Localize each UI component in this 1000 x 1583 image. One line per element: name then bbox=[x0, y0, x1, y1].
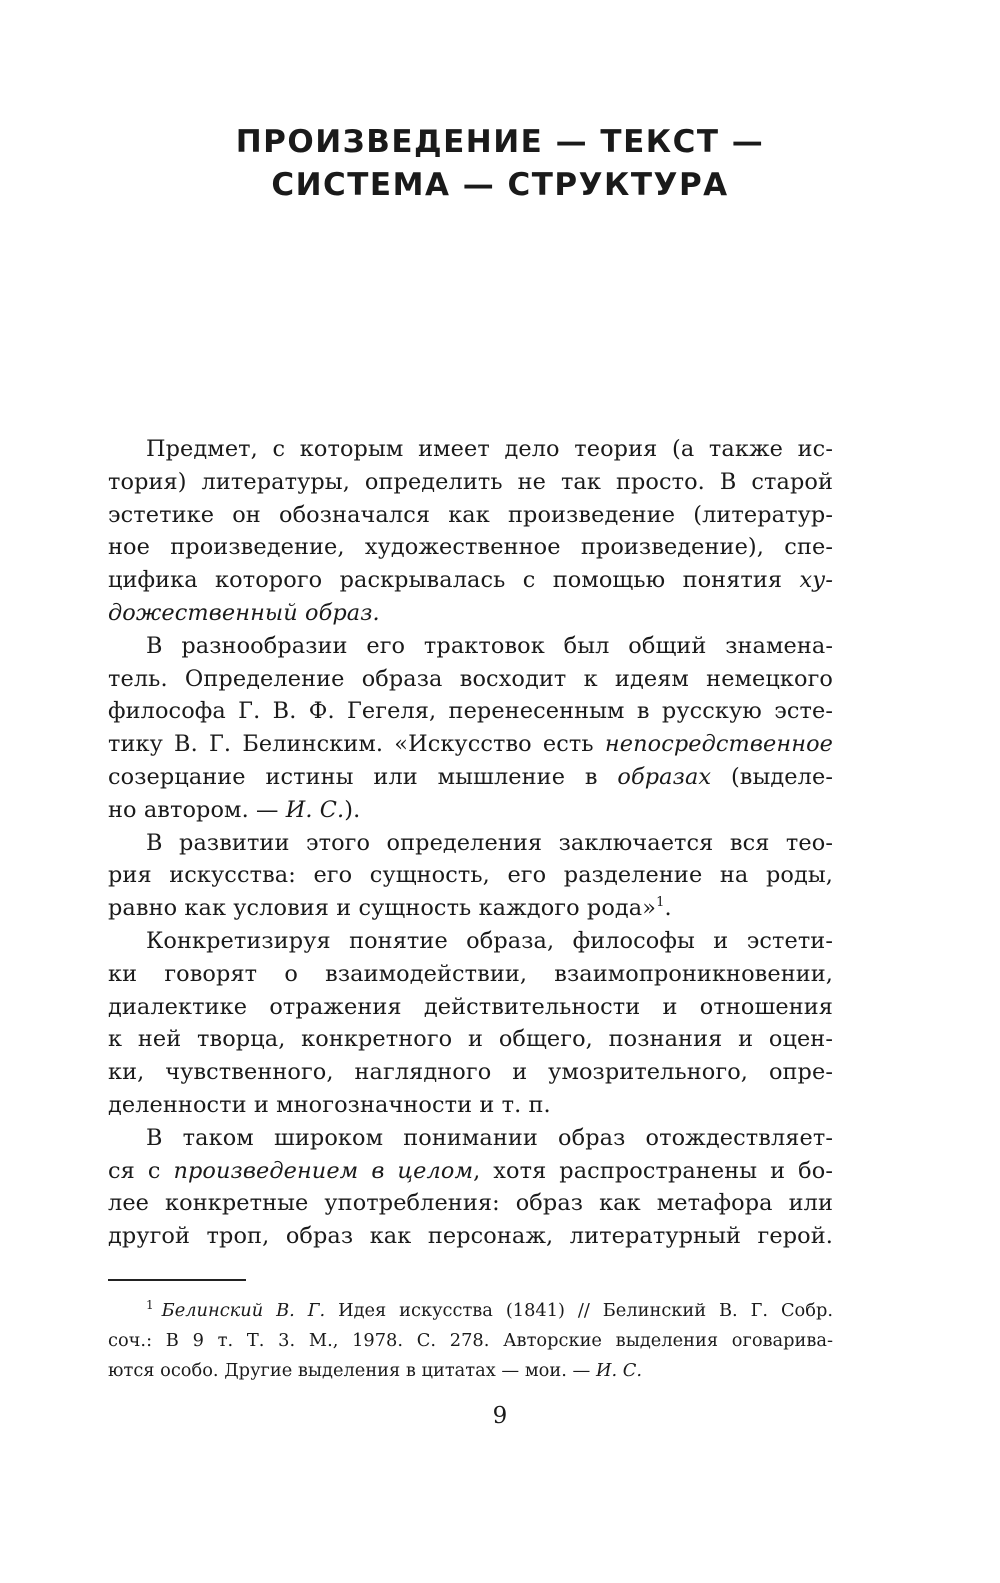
text-segment: (выделе- bbox=[730, 763, 833, 790]
text-line: другой троп, образ как персонаж, литературный герой. bbox=[108, 1223, 833, 1250]
author-initials: И. С. bbox=[595, 1360, 643, 1381]
footnote-author: Белинский В. Г. bbox=[161, 1300, 326, 1321]
text-line: философа Г. В. Ф. Гегеля, перенесенным в русскую эсте- bbox=[108, 698, 833, 725]
text-line: В разнообразии его трактовок был общий знамена- bbox=[146, 632, 833, 659]
emphasis: непосредственное bbox=[604, 731, 834, 758]
text-line: Предмет, с которым имеет дело теория (а также ис- bbox=[146, 436, 833, 462]
text-line: лее конкретные употребления: образ как метафора или bbox=[108, 1190, 833, 1217]
text-segment: цифика которого раскрывалась с помощью понятия bbox=[108, 567, 783, 594]
text-line bbox=[108, 794, 833, 827]
page-number: 9 bbox=[492, 1403, 508, 1429]
text-segment: равно как условия и сущность каждого рода» bbox=[108, 895, 657, 922]
text-line: ки говорят о взаимодействии, взаимопроникновении, bbox=[108, 960, 833, 987]
text-line: эстетике он обозначался как произведение (литератур- bbox=[108, 501, 833, 528]
footnote-line bbox=[108, 1296, 833, 1326]
text-segment: . bbox=[664, 895, 672, 922]
text-line: диалектике отражения действительности и отношения bbox=[108, 993, 833, 1020]
text-line bbox=[108, 761, 833, 794]
footnote-marker: 1 bbox=[146, 1298, 154, 1312]
text-segment: созерцание истины или мышление в bbox=[108, 763, 598, 790]
text-segment: ). bbox=[344, 796, 361, 823]
text-segment: Идея искусства (1841) // Белинский В. Г. Собр. bbox=[338, 1300, 833, 1321]
text-segment: , хотя распространены и бо- bbox=[473, 1157, 833, 1184]
text-line bbox=[108, 892, 833, 925]
emphasis: произведением в целом bbox=[173, 1157, 474, 1184]
chapter-title-line-1: ПРОИЗВЕДЕНИЕ — ТЕКСТ — bbox=[235, 124, 765, 160]
text-segment: ся с bbox=[108, 1157, 161, 1184]
footnote-line bbox=[108, 1356, 833, 1386]
text-line: Конкретизируя понятие образа, философы и эстети- bbox=[146, 927, 833, 954]
chapter-title-line-2: СИСТЕМА — СТРУКТУРА bbox=[271, 167, 729, 203]
footnote-divider bbox=[108, 1279, 246, 1281]
text-segment: тику В. Г. Белинским. «Искусство есть bbox=[108, 731, 594, 758]
text-line bbox=[108, 728, 833, 761]
emphasis: ху- bbox=[799, 567, 834, 594]
footnote bbox=[108, 1296, 833, 1386]
text-line: В развитии этого определения заключается вся тео- bbox=[146, 829, 833, 856]
text-line: В таком широком понимании образ отождествляет- bbox=[146, 1124, 833, 1151]
text-line: рия искусства: его сущность, его разделение на роды, bbox=[108, 862, 833, 889]
text-line: ки, чувственного, наглядного и умозрительного, опре- bbox=[108, 1059, 833, 1086]
emphasis-line: дожественный образ. bbox=[108, 599, 380, 626]
emphasis: образах bbox=[617, 763, 712, 790]
text-line: ное произведение, художественное произведение), спе- bbox=[108, 534, 833, 561]
footnote-line: соч.: В 9 т. Т. 3. М., 1978. С. 278. Авторские выделения оговарива- bbox=[108, 1330, 833, 1351]
text-line: тель. Определение образа восходит к идеям немецкого bbox=[108, 665, 833, 692]
text-line: к ней творца, конкретного и общего, познания и оцен- bbox=[108, 1026, 833, 1053]
text-line bbox=[108, 1155, 833, 1188]
text-line bbox=[108, 564, 833, 597]
footnote-reference[interactable]: 1 bbox=[656, 895, 665, 911]
author-initials: И. С. bbox=[285, 796, 345, 823]
text-segment: ются особо. Другие выделения в цитатах — мои. — bbox=[108, 1360, 591, 1381]
text-line: деленности и многозначности и т. п. bbox=[108, 1091, 551, 1118]
text-line: тория) литературы, определить не так просто. В старой bbox=[108, 468, 833, 495]
text-segment: но автором. — bbox=[108, 796, 279, 823]
body-text bbox=[108, 433, 833, 1253]
